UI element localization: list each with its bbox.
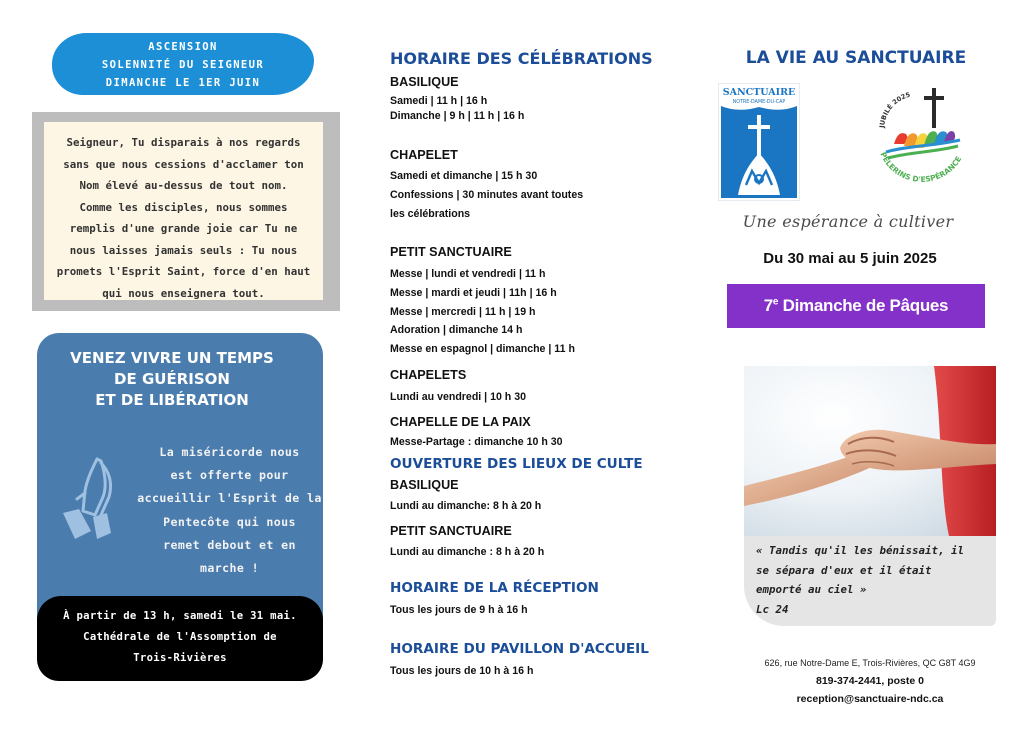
- prayer-text: [44, 122, 323, 300]
- healing-text-line: marche !: [199, 561, 260, 576]
- healing-text-line: La miséricorde nous: [159, 445, 300, 459]
- schedule-line: Tous les jours de 10 h à 16 h: [390, 665, 534, 677]
- clasped-hands-photo: [744, 366, 996, 536]
- schedule-line: Messe en espagnol | dimanche | 11 h: [390, 343, 575, 355]
- prayer-line: qui nous enseignera tout.: [102, 286, 265, 300]
- healing-title-line: VENEZ VIVRE UN TEMPS: [70, 349, 274, 367]
- phone: 819-374-2441, poste 0: [816, 675, 924, 687]
- ascension-line: DIMANCHE LE 1ER JUIN: [105, 77, 261, 89]
- scripture-quote: [744, 536, 996, 626]
- healing-event-info: [37, 596, 323, 681]
- page-title: LA VIE AU SANCTUAIRE: [745, 48, 967, 68]
- healing-title-line: DE GUÉRISON: [114, 370, 230, 388]
- healing-text-line: remet debout et en: [163, 537, 296, 552]
- schedule-line: Samedi | 11 h | 16 h: [390, 95, 488, 107]
- tagline: Une espérance à cultiver: [742, 212, 954, 231]
- quote-line: se sépara d'eux et il était: [756, 563, 932, 577]
- jubilee-bottom-text: PÈLERINS D'ESPÉRANCE: [878, 150, 964, 184]
- schedule-line: Messe | mercredi | 11 h | 19 h: [390, 306, 536, 318]
- sunday-name: Dimanche de Pâques: [778, 296, 949, 315]
- schedule-line: Tous les jours de 9 h à 16 h: [390, 604, 528, 616]
- prayer-line: Seigneur, Tu disparais à nos regards: [66, 136, 301, 149]
- celebrations-title: HORAIRE DES CÉLÉBRATIONS: [390, 49, 653, 68]
- ouverture-petit-label: PETIT SANCTUAIRE: [390, 524, 512, 538]
- prayer-line: promets l'Esprit Saint, force d'en haut: [56, 265, 311, 278]
- event-line: À partir de 13 h, samedi le 31 mai.: [63, 610, 297, 622]
- prayer-frame: [32, 112, 340, 311]
- prayer-line: Comme les disciples, nous sommes: [79, 200, 288, 214]
- ascension-line: SOLENNITÉ DU SEIGNEUR: [101, 59, 265, 71]
- healing-title: [37, 348, 307, 411]
- sunday-ordinal: e: [772, 296, 779, 308]
- sunday-number: 7: [763, 296, 773, 315]
- healing-text-line: accueillir l'Esprit de la: [137, 491, 322, 506]
- healing-title-line: ET DE LIBÉRATION: [95, 391, 249, 409]
- jubilee-logo: [870, 88, 970, 193]
- schedule-line: Lundi au dimanche : 8 h à 20 h: [390, 546, 545, 558]
- event-line: Cathédrale de l'Assomption de: [83, 631, 277, 643]
- schedule-line: Lundi au dimanche: 8 h à 20 h: [390, 500, 542, 512]
- email-link[interactable]: reception@sanctuaire-ndc.ca: [796, 693, 944, 705]
- healing-text-line: est offerte pour: [170, 468, 289, 483]
- chapelle-paix-label: CHAPELLE DE LA PAIX: [390, 415, 531, 429]
- svg-text:JUBILÉ 2025: [878, 91, 912, 130]
- reception-title: HORAIRE DE LA RÉCEPTION: [390, 580, 599, 596]
- schedule-line: Samedi et dimanche | 15 h 30: [390, 170, 538, 182]
- jubilee-top-text: JUBILÉ 2025: [877, 90, 912, 129]
- praying-hands-icon: [57, 453, 123, 543]
- healing-text-line: Pentecôte qui nous: [163, 514, 296, 529]
- healing-text: [137, 441, 322, 580]
- pavillon-title: HORAIRE DU PAVILLON D'ACCUEIL: [390, 641, 649, 657]
- sanctuary-logo: [718, 83, 800, 201]
- ouverture-title: OUVERTURE DES LIEUX DE CULTE: [390, 456, 643, 472]
- svg-text:PÈLERINS D'ESPÉRANCE: [878, 151, 963, 184]
- prayer-line: sans que nous cessions d'acclamer ton: [63, 157, 304, 171]
- healing-panel: [37, 333, 323, 681]
- schedule-line: Lundi au vendredi | 10 h 30: [390, 391, 527, 403]
- schedule-line: Messe | lundi et vendredi | 11 h: [390, 268, 546, 280]
- schedule-line: les célébrations: [390, 208, 471, 220]
- quote-reference: Lc 24: [756, 602, 789, 616]
- petit-sanctuaire-label: PETIT SANCTUAIRE: [390, 245, 512, 259]
- ouverture-basilique-label: BASILIQUE: [390, 478, 459, 492]
- liturgical-sunday-box: [727, 284, 985, 328]
- week-dates: Du 30 mai au 5 juin 2025: [763, 250, 937, 267]
- quote-line: « Tandis qu'il les bénissait, il: [756, 544, 965, 557]
- schedule-line: Messe | mardi et jeudi | 11h | 16 h: [390, 287, 557, 299]
- ascension-line: ASCENSION: [148, 41, 218, 53]
- chapelets-label: CHAPELETS: [390, 368, 467, 382]
- schedule-line: Confessions | 30 minutes avant toutes: [390, 189, 584, 201]
- schedule-line: Messe-Partage : dimanche 10 h 30: [390, 436, 563, 448]
- prayer-line: nous laisses jamais seuls : Tu nous: [69, 243, 298, 257]
- schedule-line: Dimanche | 9 h | 11 h | 16 h: [390, 110, 525, 122]
- ascension-banner: [52, 33, 314, 95]
- schedule-line: Adoration | dimanche 14 h: [390, 324, 523, 336]
- address: 626, rue Notre-Dame E, Trois-Rivières, QC G8T 4G9: [764, 658, 976, 668]
- chapelet-label: CHAPELET: [390, 148, 458, 162]
- prayer-line: remplis d'une grande joie car Tu ne: [69, 222, 298, 235]
- prayer-line: Nom élevé au-dessus de tout nom.: [79, 179, 288, 192]
- quote-line: emporté au ciel »: [756, 583, 867, 596]
- event-line: Trois-Rivières: [133, 652, 227, 664]
- basilique-label: BASILIQUE: [390, 75, 459, 89]
- logo-text-line1: SANCTUAIRE: [722, 87, 796, 98]
- logo-text-line2: NOTRE-DAME-DU-CAP: [732, 100, 786, 105]
